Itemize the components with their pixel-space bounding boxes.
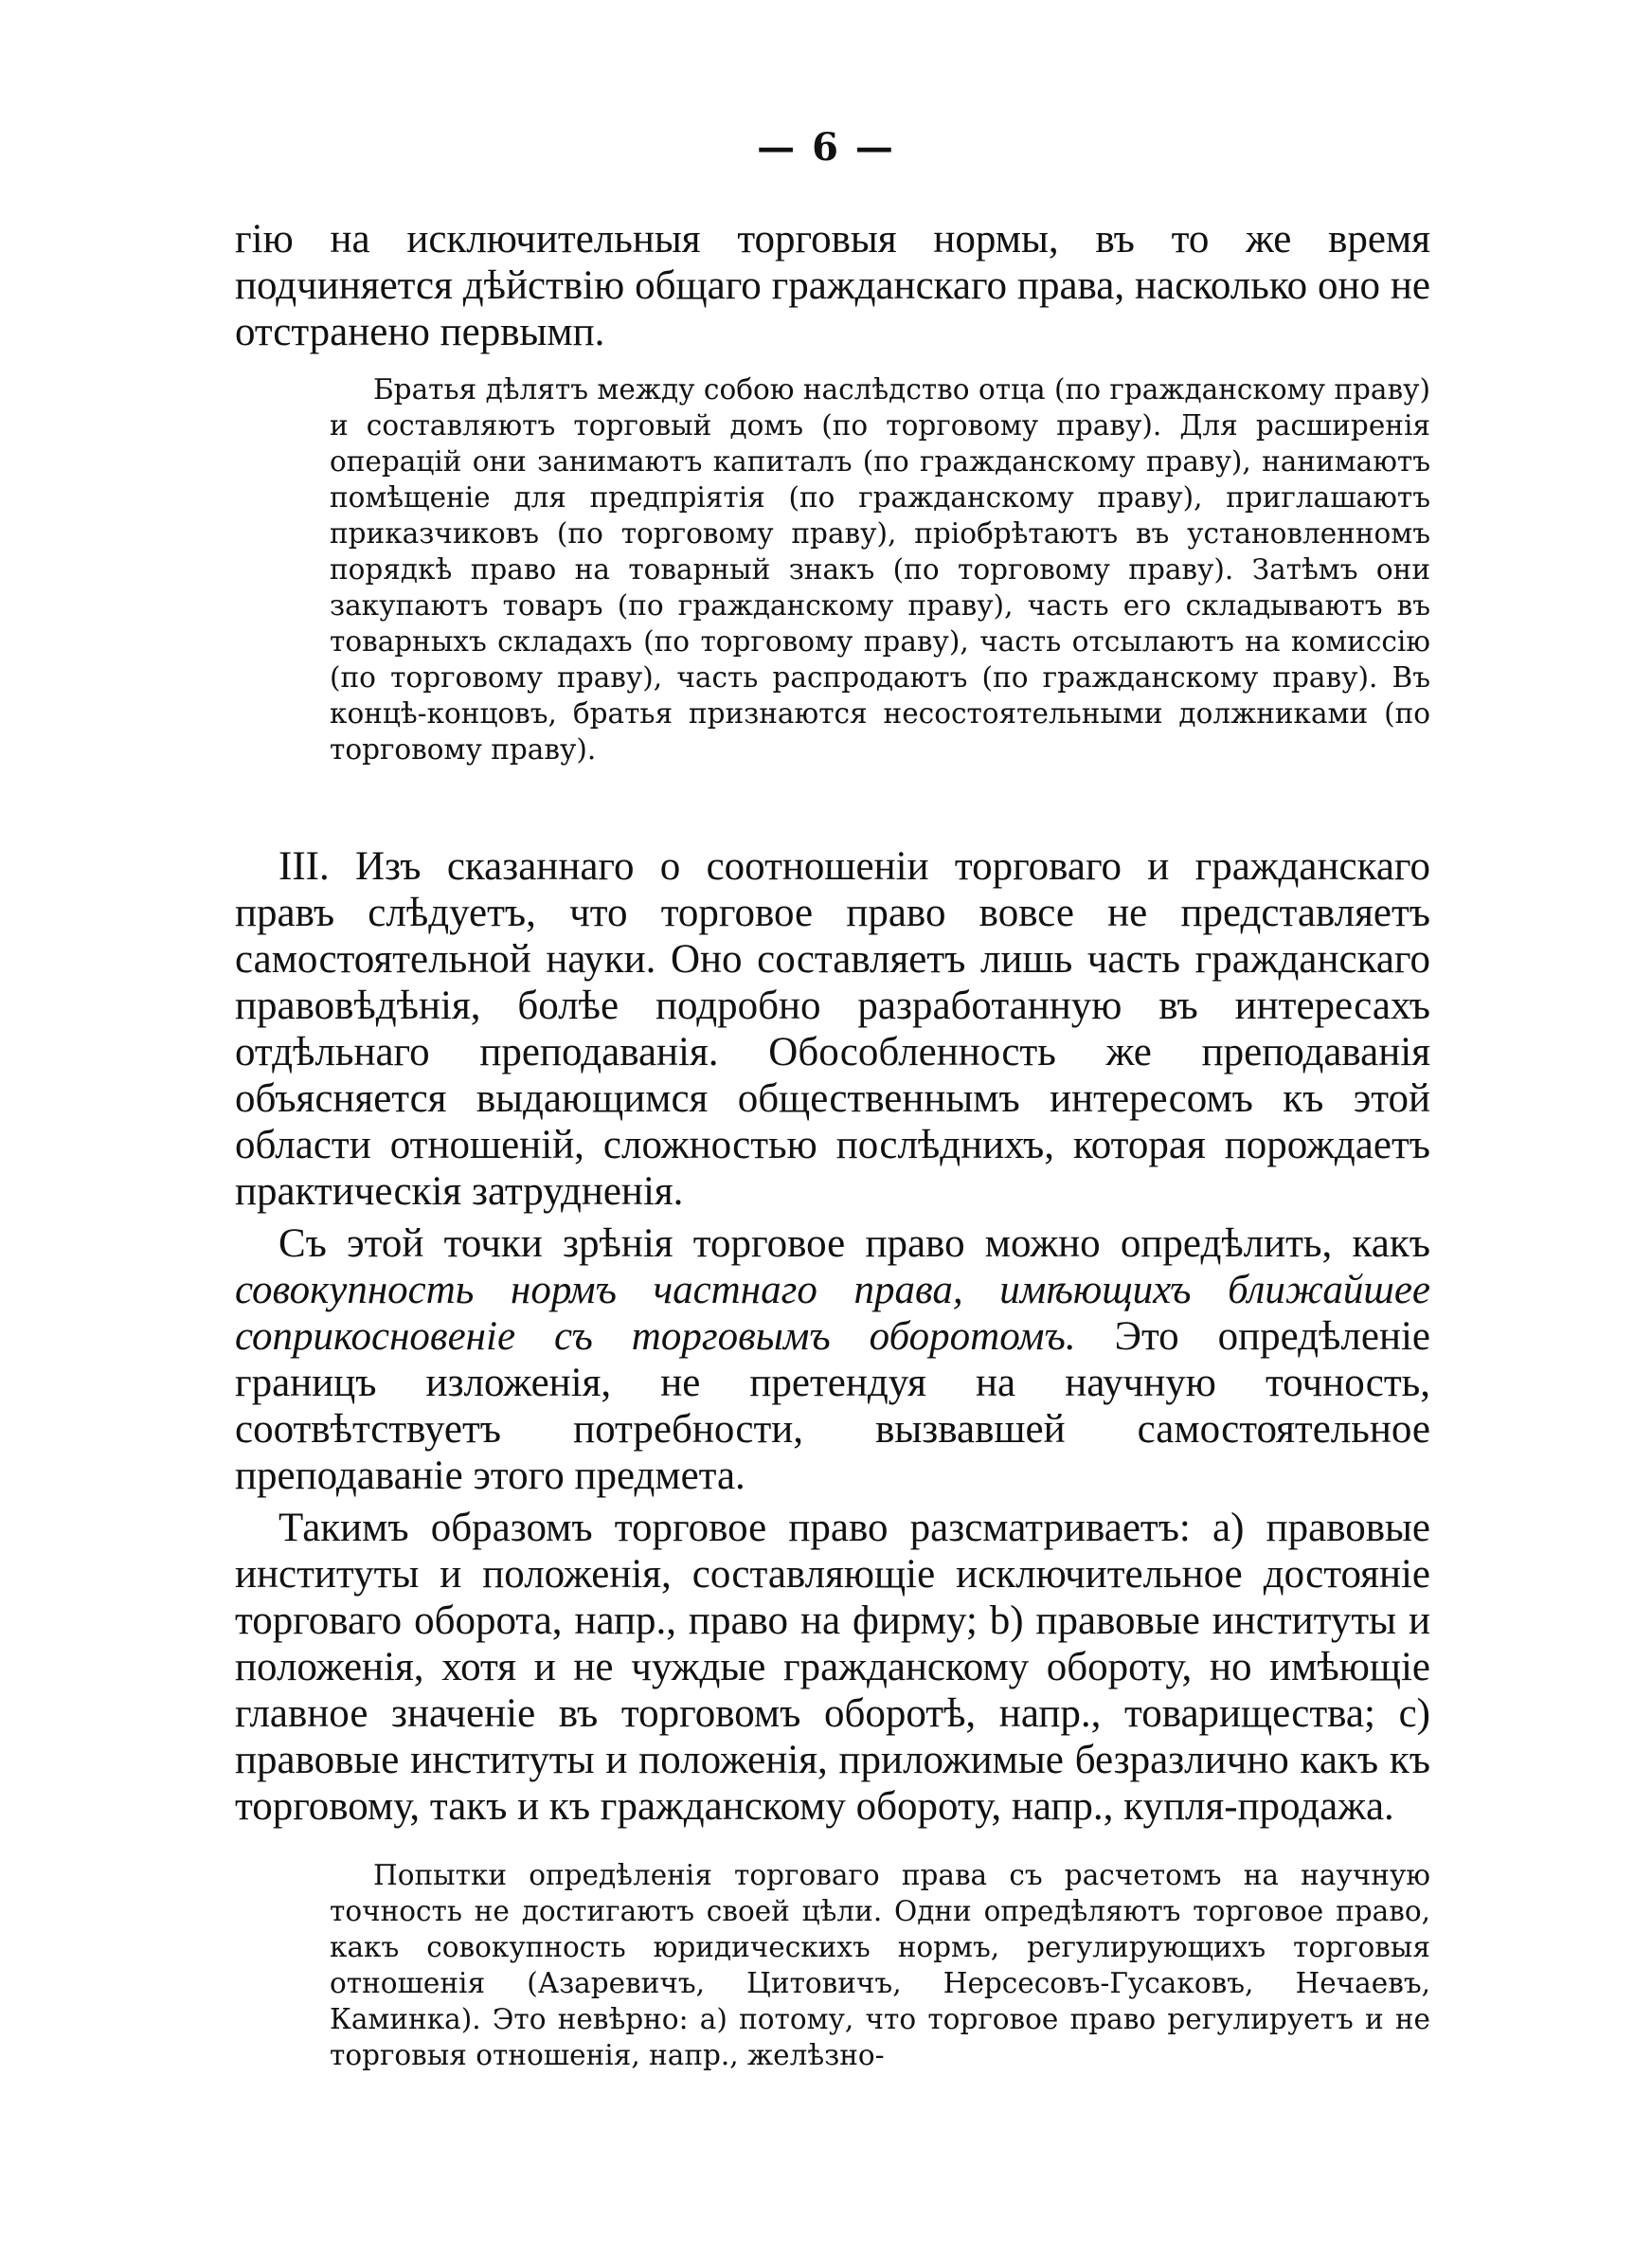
section-iii-paragraph-2 bbox=[235, 1220, 1430, 1499]
definition-lead: Съ этой точки зрѣнія торговое право можно опредѣлить, какъ bbox=[278, 1221, 1430, 1266]
section-iii-paragraph-1: III. Изъ сказаннаго о соотношеніи торговаго и гражданскаго правъ слѣдуетъ, что торговое право вовсе не представляетъ самостоятельной науки. Оно составляетъ лишь часть гражданскаго правовѣдѣнія, болѣе подробно разработанную въ интересахъ отдѣльнаго преподаванія. Обособленность же преподаванія объясняется выдающимся общественнымъ интересомъ къ этой области отношеній, сложностью послѣднихъ, которая порождаетъ практическія затрудненія. bbox=[235, 844, 1430, 1214]
section-iii bbox=[235, 843, 1430, 1830]
example-note: Братья дѣлятъ между собою наслѣдство отца (по гражданскому праву) и составляютъ торговый домъ (по торговому праву). Для расширенія операцій они занимаютъ капиталъ (по гражданскому праву), нанимаютъ помѣщеніе для предпріятія (по гражданскому праву), приглашаютъ приказчиковъ (по торговому праву), пріобрѣтаютъ въ установленномъ порядкѣ право на товарный знакъ (по торговому праву). Затѣмъ они закупаютъ товаръ (по гражданскому праву), часть его складываютъ въ товарныхъ складахъ (по торговому праву), часть отсылаютъ на комиссію (по торговому праву), часть распродаютъ (по гражданскому праву). Въ концѣ-концовъ, братья признаются несостоятельными должниками (по торговому праву). bbox=[330, 373, 1430, 766]
section-iii-paragraph-3: Такимъ образомъ торговое право разсматриваетъ: a) правовые институты и положенія, составляющіе исключительное достояніе торговаго оборота, напр., право на фирму; b) правовые институты и положенія, хотя и не чуждые гражданскому обороту, но имѣющіе главное значеніе въ торговомъ оборотѣ, напр., товарищества; c) правовые институты и положенія, приложимые безразлично какъ къ торговому, такъ и къ гражданскому обороту, напр., купля-продажа. bbox=[235, 1506, 1430, 1829]
page-number: — 6 — bbox=[757, 125, 895, 170]
definition-italic: совокупность нормъ частнаго права, имѣющихъ ближайшее соприкосновеніе съ торговымъ оборотомъ. bbox=[235, 1268, 1430, 1359]
definition-tail: Это опредѣленіе границъ изложенія, не претендуя на научную точность, соотвѣтствуетъ потребности, вызвавшей самостоятельное преподаваніе этого предмета. bbox=[235, 1314, 1430, 1498]
continuation-paragraph: гію на исключительныя торговыя нормы, въ то же время подчиняется дѣйствію общаго гражданскаго права, насколько оно не отстранено первымп. bbox=[235, 217, 1430, 354]
footnote-paragraph: Попытки опредѣленія торговаго права съ расчетомъ на научную точность не достигаютъ своей цѣли. Одни опредѣляютъ торговое право, какъ совокупность юридическихъ нормъ, регулирующихъ торговыя отношенія (Азаревичъ, Цитовичъ, Нерсесовъ-Гусаковъ, Нечаевъ, Каминка). Это невѣрно: a) потому, что торговое право регулируетъ и не торговыя отношенія, напр., желѣзно- bbox=[330, 1859, 1430, 2071]
